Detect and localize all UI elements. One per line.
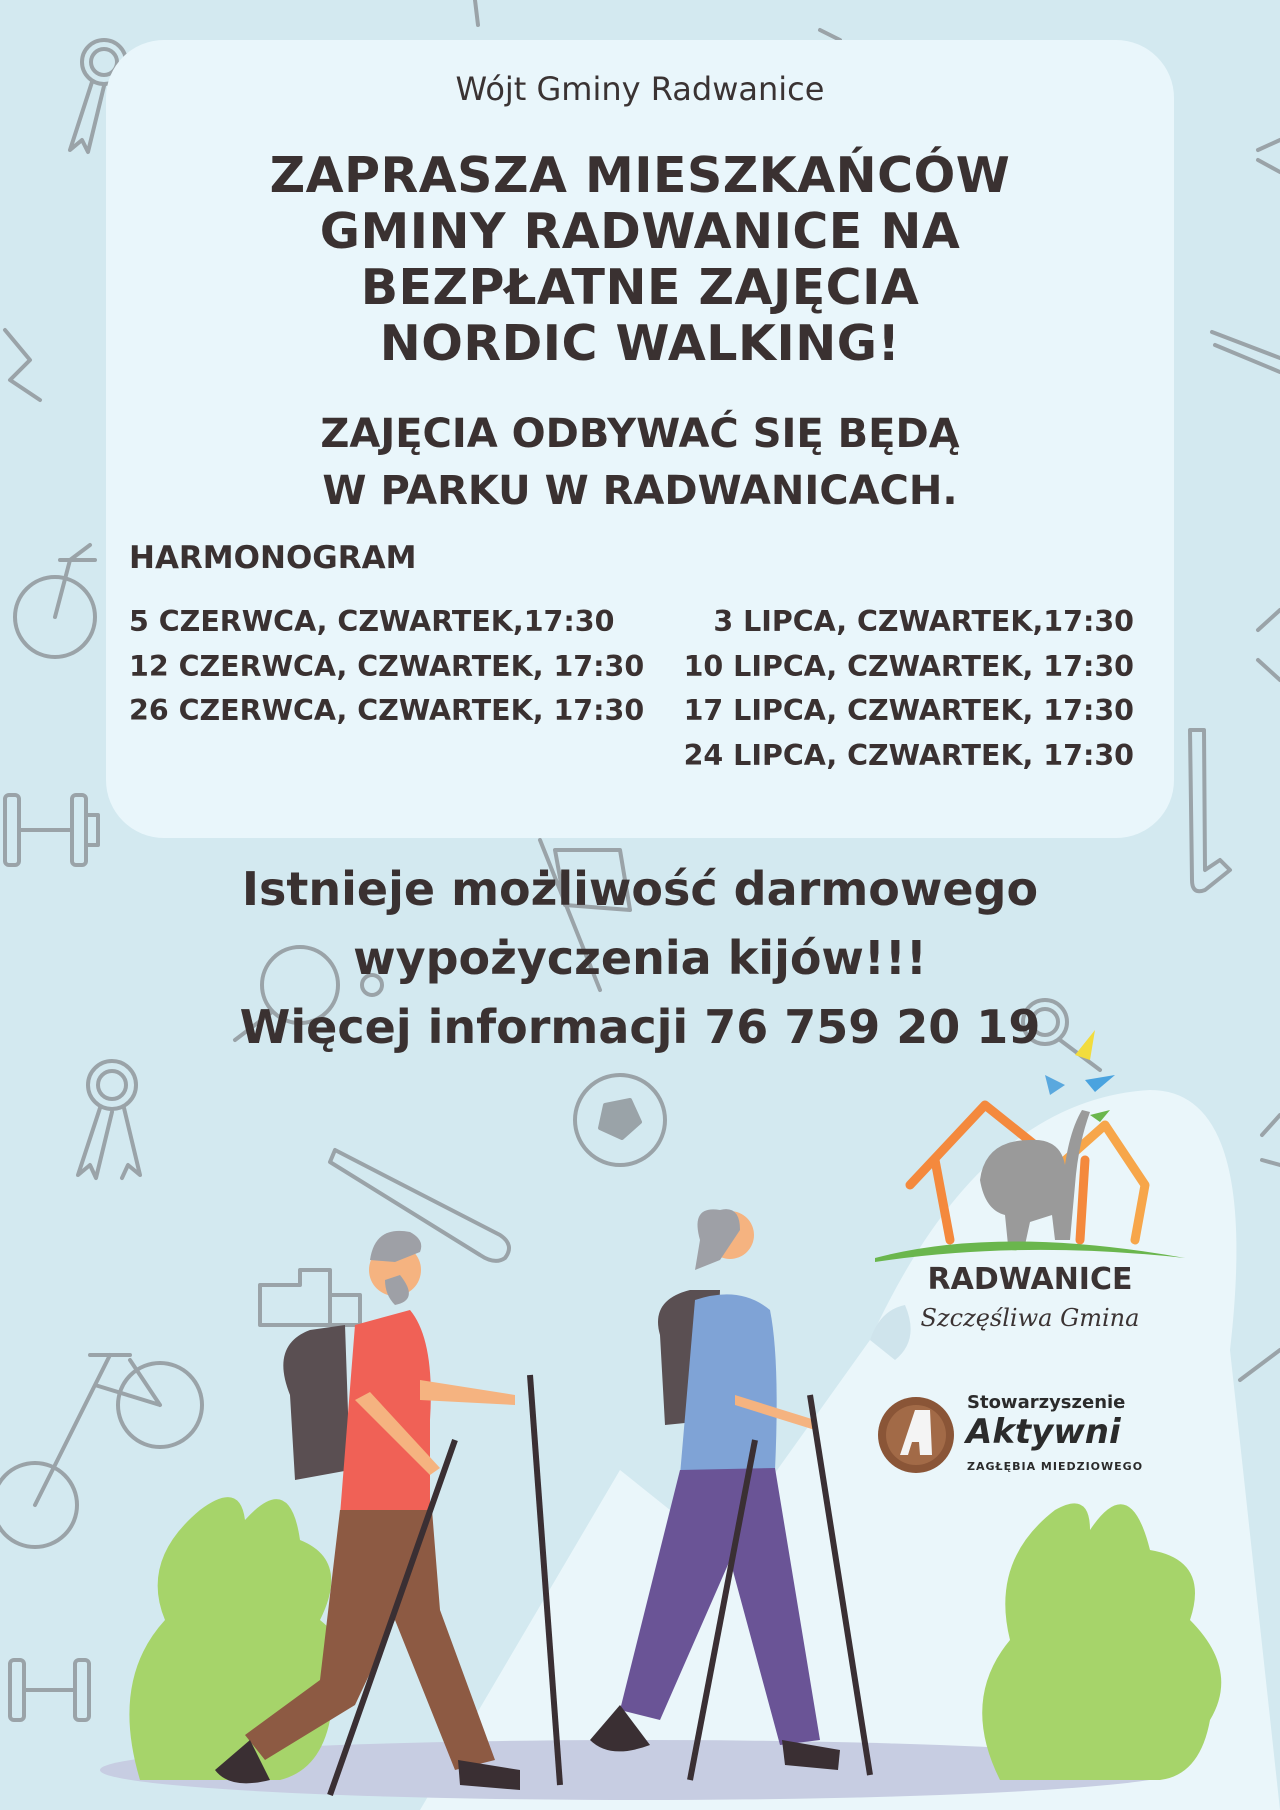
schedule-title: HARMONOGRAM [129,540,417,576]
rental-line: wypożyczenia kijów!!! [353,931,927,985]
schedule-item: 12 CZERWCA, CZWARTEK, 17:30 [129,649,645,683]
headline [0,148,1280,372]
schedule-item: 10 LIPCA, CZWARTEK, 17:30 [683,649,1134,683]
venue-line: ZAJĘCIA ODBYWAĆ SIĘ BĘDĄ [320,411,960,457]
venue-text [0,406,1280,520]
aktywni-logo-line1: Stowarzyszenie [967,1392,1126,1413]
headline-line: ZAPRASZA MIESZKAŃCÓW [269,147,1011,204]
bush-icon [129,1497,347,1780]
schedule-item: 5 CZERWCA, CZWARTEK,17:30 [129,605,615,638]
bicycle-icon [15,545,95,657]
schedule-item: 17 LIPCA, CZWARTEK, 17:30 [683,694,1134,727]
headline-line: GMINY RADWANICE NA [319,203,961,260]
aktywni-logo-line3: ZAGŁĘBIA MIEDZIOWEGO [967,1460,1144,1473]
decor-icon [820,30,840,40]
schedule-item: 24 LIPCA, CZWARTEK, 17:30 [683,738,1134,772]
aktywni-logo-line2: Aktywni [966,1412,1121,1452]
schedule-item: 26 CZERWCA, CZWARTEK, 17:30 [129,694,645,727]
rental-line: Istnieje możliwość darmowego [241,862,1039,916]
schedule-july [684,600,1134,778]
decor-icon [1258,610,1280,680]
radwanice-logo-tagline: Szczęśliwa Gmina [920,1304,1140,1332]
decor-icon [475,0,478,25]
headline-line: BEZPŁATNE ZAJĘCIA [360,259,920,316]
radwanice-logo-name: RADWANICE [927,1262,1133,1297]
schedule-item: 3 LIPCA, CZWARTEK,17:30 [713,605,1134,638]
venue-line: W PARKU W RADWANICACH. [322,468,958,514]
schedule-june [129,600,644,734]
contact-line: Więcej informacji 76 759 20 19 [239,1000,1041,1054]
headline-line: NORDIC WALKING! [379,315,901,372]
invite-line: Wójt Gminy Radwanice [455,70,825,108]
